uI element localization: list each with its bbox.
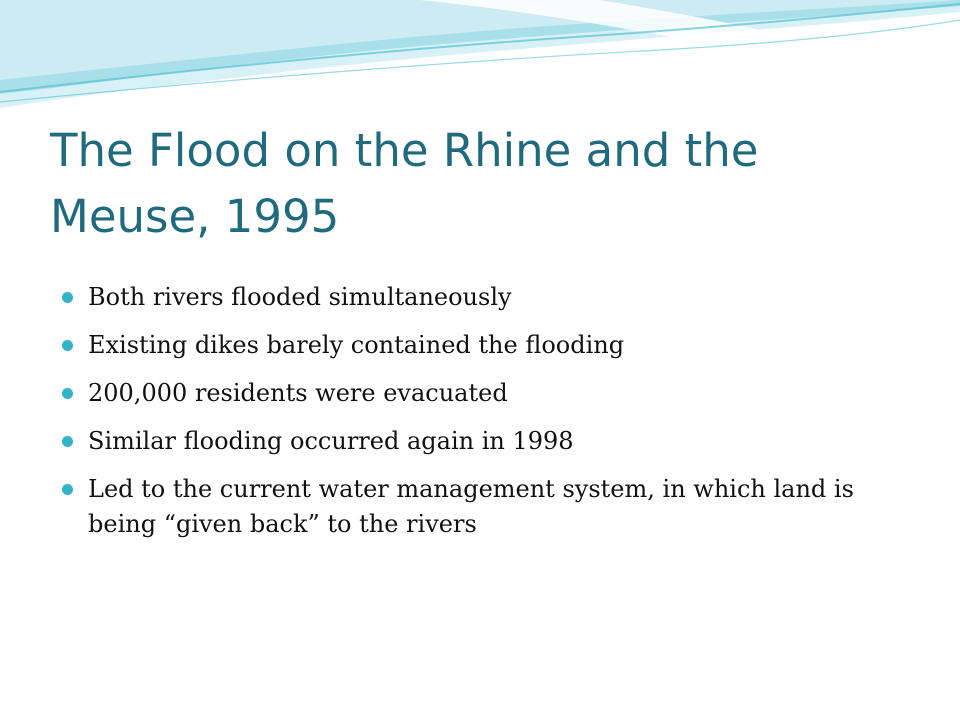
bullet-dot-icon <box>62 340 73 351</box>
bullet-item <box>62 328 882 363</box>
bullet-dot-icon <box>62 484 73 495</box>
bullet-text: 200,000 residents were evacuated <box>88 379 508 407</box>
bullet-dot-icon <box>62 436 73 447</box>
bullet-item <box>62 280 882 315</box>
bullet-text: Existing dikes barely contained the flooding <box>88 331 625 359</box>
slide-title: The Flood on the Rhine and the Meuse, 1995 <box>50 124 759 243</box>
bullet-text: Led to the current water management system, in which land is being “given back” to the rivers <box>88 475 854 538</box>
bullet-item <box>62 424 882 459</box>
bullet-text: Similar flooding occurred again in 1998 <box>88 427 574 455</box>
bullet-dot-icon <box>62 388 73 399</box>
bullet-dot-icon <box>62 292 73 303</box>
bullet-item <box>62 472 882 542</box>
bullet-list <box>62 280 882 555</box>
bullet-text: Both rivers flooded simultaneously <box>88 283 512 311</box>
header-wave-decoration <box>0 0 960 120</box>
bullet-item <box>62 376 882 411</box>
